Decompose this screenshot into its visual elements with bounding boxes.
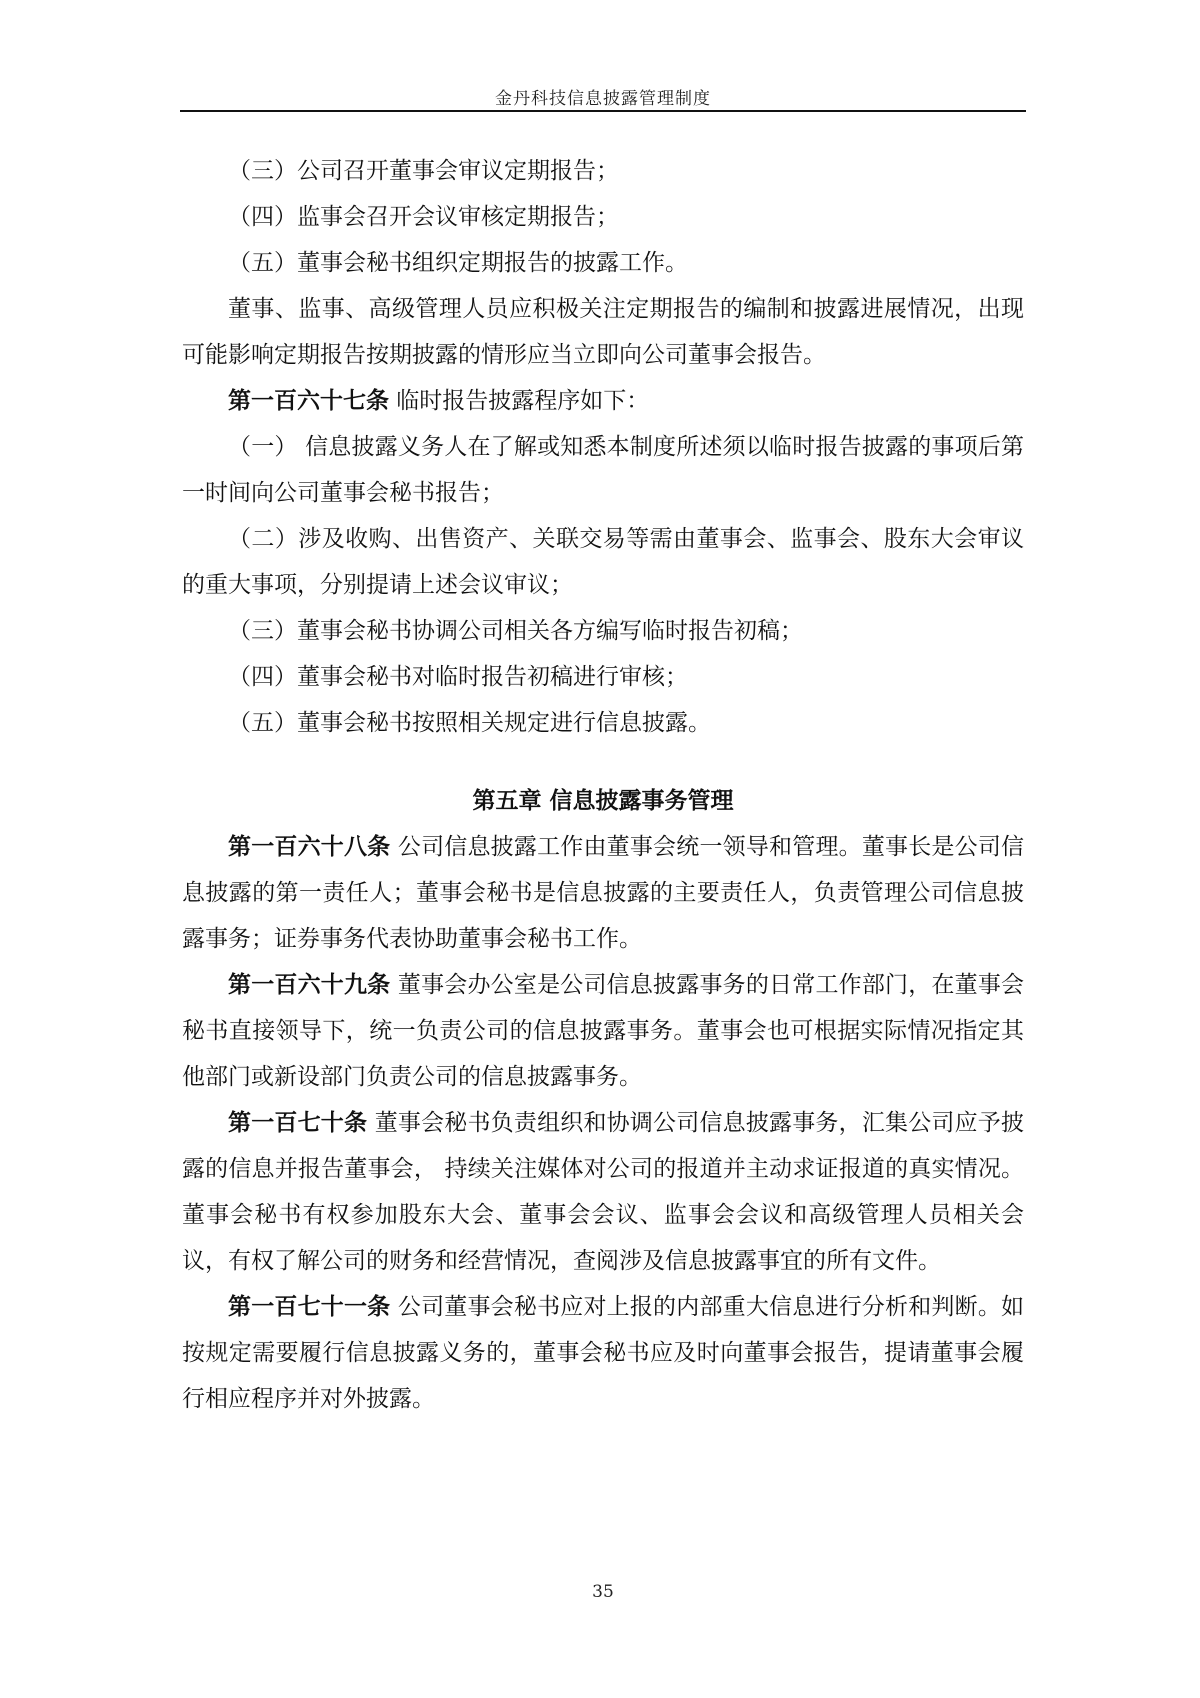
document-body: [182, 148, 1024, 1422]
article-number: 第一百六十八条: [228, 833, 391, 860]
article-paragraph: [182, 378, 1024, 424]
paragraph-text: 临时报告披露程序如下：: [389, 388, 650, 414]
paragraph: [182, 516, 1024, 608]
article-paragraph: [182, 1100, 1024, 1284]
paragraph-text: 公司董事会秘书应对上报的内部重大信息进行分析和判断。如按规定需要履行信息披露义务的，董事会秘书应及时向董事会报告，提请董事会履行相应程序并对外披露。: [182, 1294, 1025, 1412]
paragraph-text: （三）公司召开董事会审议定期报告；: [228, 158, 619, 184]
paragraph-text: 董事会秘书负责组织和协调公司信息披露事务，汇集公司应予披露的信息并报告董事会， 持续关注媒体对公司的报道并主动求证报道的真实情况。董事会秘书有权参加股东大会、董事会会议、监事会会议和高级管理人员相关会议，有权了解公司的财务和经营情况，查阅涉及信息披露事宜的所有文件。: [182, 1110, 1025, 1274]
paragraph-text: 公司信息披露工作由董事会统一领导和管理。董事长是公司信息披露的第一责任人；董事会秘书是信息披露的主要责任人，负责管理公司信息披露事务；证券事务代表协助董事会秘书工作。: [182, 834, 1025, 952]
paragraph: [182, 148, 1024, 194]
article-number: 第一百七十一条: [228, 1293, 391, 1320]
paragraph-text: （一） 信息披露义务人在了解或知悉本制度所述须以临时报告披露的事项后第一时间向公司董事会秘书报告；: [182, 434, 1024, 506]
paragraph-text: （二）涉及收购、出售资产、关联交易等需由董事会、监事会、股东大会审议的重大事项，分别提请上述会议审议；: [182, 526, 1024, 598]
article-number: 第一百六十九条: [228, 971, 391, 998]
paragraph-text: 董事、监事、高级管理人员应积极关注定期报告的编制和披露进展情况，出现可能影响定期报告按期披露的情形应当立即向公司董事会报告。: [182, 296, 1024, 368]
header-divider: [180, 110, 1026, 112]
article-paragraph: [182, 1284, 1024, 1422]
article-paragraph: [182, 824, 1024, 962]
article-number: 第一百六十七条: [228, 387, 389, 414]
article-number: 第一百七十条: [228, 1109, 368, 1136]
paragraph: [182, 286, 1024, 378]
paragraph-text: （五）董事会秘书组织定期报告的披露工作。: [228, 250, 688, 276]
paragraph-text: （四）监事会召开会议审核定期报告；: [228, 204, 619, 230]
paragraph-text: （三）董事会秘书协调公司相关各方编写临时报告初稿；: [228, 618, 803, 644]
paragraph: [182, 240, 1024, 286]
paragraph: [182, 424, 1024, 516]
paragraph: [182, 700, 1024, 746]
paragraph-text: （四）董事会秘书对临时报告初稿进行审核；: [228, 664, 688, 690]
article-paragraph: [182, 962, 1024, 1100]
page-number: 35: [592, 1582, 614, 1602]
paragraph: [182, 654, 1024, 700]
paragraph: [182, 608, 1024, 654]
paragraph: [182, 194, 1024, 240]
page-header-title: 金丹科技信息披露管理制度: [495, 89, 711, 109]
paragraph-text: （五）董事会秘书按照相关规定进行信息披露。: [228, 710, 711, 736]
paragraph-text: 董事会办公室是公司信息披露事务的日常工作部门，在董事会秘书直接领导下，统一负责公司的信息披露事务。董事会也可根据实际情况指定其他部门或新设部门负责公司的信息披露事务。: [182, 972, 1025, 1090]
chapter-heading: 第五章 信息披露事务管理: [472, 787, 734, 814]
